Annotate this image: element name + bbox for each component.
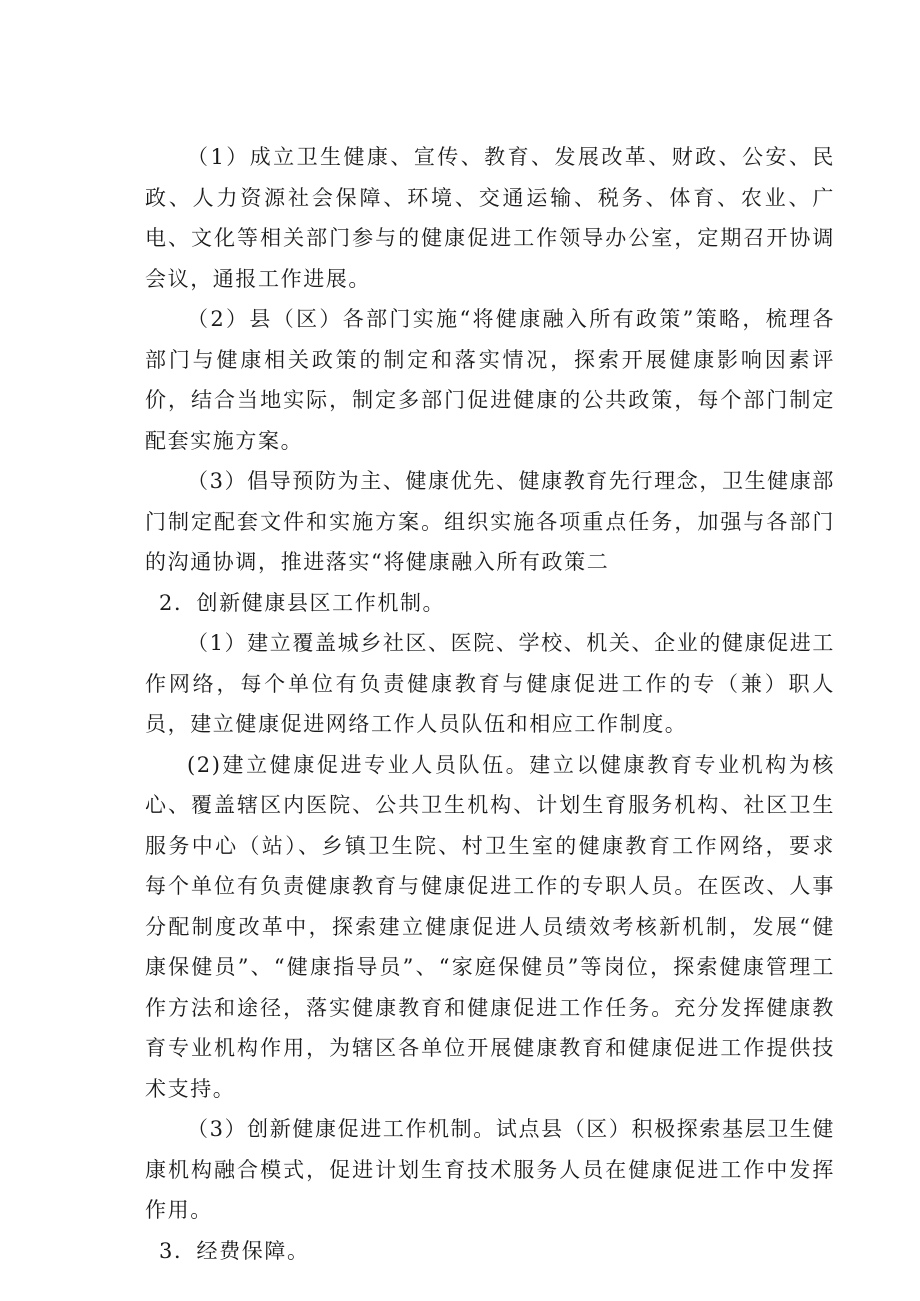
paragraph-network-coverage: （1）建立覆盖城乡社区、医院、学校、机关、企业的健康促进工作网络，每个单位有负责健康教育与健康促进工作的专（兼）职人员，建立健康促进网络工作人员队伍和相应工作制度。	[145, 631, 835, 736]
paragraph-leading-group: （1）成立卫生健康、宣传、教育、发展改革、财政、公安、民政、人力资源社会保障、环境、交通运输、税务、体育、农业、广电、文化等相关部门参与的健康促进工作领导办公室，定期召开协调会议，通报工作进展。	[145, 145, 835, 291]
paragraph-professional-team: (2)建立健康促进专业人员队伍。建立以健康教育专业机构为核心、覆盖辖区内医院、公共卫生机构、计划生育服务机构、社区卫生服务中心（站）、乡镇卫生院、村卫生室的健康教育工作网络，要求每个单位有负责健康教育与健康促进工作的专职人员。在医改、人事分配制度改革中，探索建立健康促进人员绩效考核新机制，发展“健康保健员”、“健康指导员”、“家庭保健员”等岗位，探索健康管理工作方法和途径，落实健康教育和健康促进工作任务。充分发挥健康教育专业机构作用，为辖区各单位开展健康教育和健康促进工作提供技术支持。	[145, 752, 835, 1101]
paragraph-health-in-all-policies: （2）县（区）各部门实施“将健康融入所有政策”策略，梳理各部门与健康相关政策的制定和落实情况，探索开展健康影响因素评价，结合当地实际，制定多部门促进健康的公共政策，每个部门制定配套实施方案。	[145, 307, 835, 453]
section-heading-funding: 3．经费保障。	[159, 1238, 310, 1263]
paragraph-innovate-mechanism: （3）创新健康促进工作机制。试点县（区）积极探索基层卫生健康机构融合模式，促进计划生育技术服务人员在健康促进工作中发挥作用。	[145, 1117, 835, 1222]
document-body	[145, 137, 835, 1271]
paragraph-prevention-first: （3）倡导预防为主、健康优先、健康教育先行理念，卫生健康部门制定配套文件和实施方案。组织实施各项重点任务，加强与各部门的沟通协调，推进落实“将健康融入所有政策二	[145, 469, 835, 574]
section-heading-work-mechanism: 2．创新健康县区工作机制。	[159, 590, 446, 615]
